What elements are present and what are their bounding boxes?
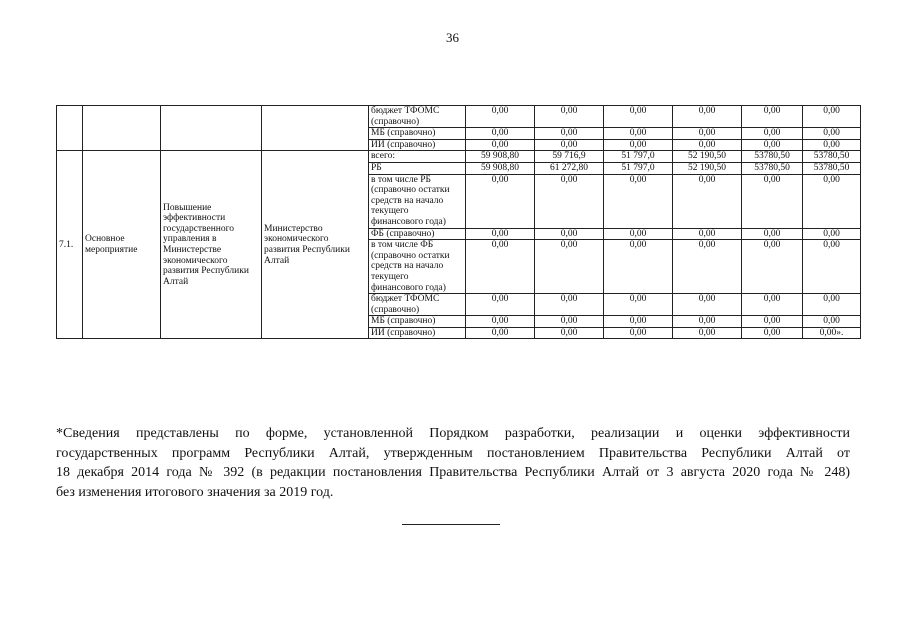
value-cell: 0,00: [466, 294, 535, 316]
funding-source-cell: бюджет ТФОМС (справочно): [369, 294, 466, 316]
funding-source-cell: ИИ (справочно): [369, 327, 466, 339]
value-cell: 52 190,50: [673, 151, 742, 163]
value-cell: 0,00: [673, 327, 742, 339]
value-cell: 0,00: [803, 128, 861, 140]
footnote-line: без изменения итогового значения за 2019 год.: [56, 484, 334, 500]
funding-source-cell: всего:: [369, 151, 466, 163]
funding-source-cell: МБ (справочно): [369, 316, 466, 328]
value-cell: 0,00: [535, 327, 604, 339]
end-rule: [402, 524, 500, 525]
value-cell: 59 908,80: [466, 162, 535, 174]
value-cell: 0,00: [604, 228, 673, 240]
value-cell: 0,00: [742, 128, 803, 140]
value-cell: 0,00: [742, 327, 803, 339]
value-cell: 0,00: [673, 174, 742, 228]
funding-source-cell: ИИ (справочно): [369, 139, 466, 151]
value-cell: 0,00: [535, 316, 604, 328]
continuation-code-cell: [57, 106, 83, 151]
funding-source-cell: бюджет ТФОМС (справочно): [369, 106, 466, 128]
value-cell: 0,00: [742, 316, 803, 328]
table-row: [57, 106, 861, 128]
value-cell: 0,00: [535, 240, 604, 294]
value-cell: 0,00: [535, 228, 604, 240]
value-cell: 53780,50: [803, 162, 861, 174]
funding-source-cell: РБ: [369, 162, 466, 174]
value-cell: 59 908,80: [466, 151, 535, 163]
value-cell: 0,00: [466, 174, 535, 228]
item-code-cell: 7.1.: [57, 151, 83, 339]
continuation-type-cell: [83, 106, 161, 151]
value-cell: 0,00: [466, 327, 535, 339]
value-cell: 0,00: [604, 240, 673, 294]
funding-source-cell: МБ (справочно): [369, 128, 466, 140]
value-cell: 0,00: [742, 106, 803, 128]
value-cell: 0,00: [673, 139, 742, 151]
item-executor-cell: Министерство экономического развития Республики Алтай: [262, 151, 369, 339]
value-cell: 0,00: [673, 228, 742, 240]
continuation-executor-cell: [262, 106, 369, 151]
value-cell: 53780,50: [742, 162, 803, 174]
value-cell: 0,00: [673, 106, 742, 128]
value-cell: 0,00: [742, 240, 803, 294]
value-cell: 52 190,50: [673, 162, 742, 174]
value-cell: 0,00: [466, 316, 535, 328]
value-cell: 53780,50: [742, 151, 803, 163]
value-cell: 0,00: [803, 240, 861, 294]
value-cell: 0,00: [604, 139, 673, 151]
table-body: [57, 106, 861, 339]
value-cell: 53780,50: [803, 151, 861, 163]
item-type-cell: Основное мероприятие: [83, 151, 161, 339]
table-row: [57, 151, 861, 163]
value-cell: 0,00: [742, 228, 803, 240]
value-cell: 0,00: [466, 139, 535, 151]
value-cell: 0,00: [604, 327, 673, 339]
value-cell: 0,00: [604, 128, 673, 140]
funding-source-cell: ФБ (справочно): [369, 228, 466, 240]
funding-source-cell: в том числе РБ (справочно остатки средств на начало текущего финансового года): [369, 174, 466, 228]
value-cell: 0,00: [803, 316, 861, 328]
value-cell: 0,00: [673, 240, 742, 294]
value-cell: 0,00: [604, 106, 673, 128]
value-cell: 0,00: [673, 316, 742, 328]
value-cell: 0,00: [803, 106, 861, 128]
value-cell: 0,00: [535, 106, 604, 128]
footnote-line: *Сведения представлены по форме, установленной Порядком разработки, реализации и оценки эффективности: [56, 426, 850, 441]
continuation-name-cell: [161, 106, 262, 151]
value-cell: 0,00: [673, 128, 742, 140]
funding-source-cell: в том числе ФБ (справочно остатки средств на начало текущего финансового года): [369, 240, 466, 294]
value-cell: 0,00: [535, 294, 604, 316]
value-cell: 0,00: [466, 106, 535, 128]
value-cell: 0,00: [466, 240, 535, 294]
value-cell: 0,00: [604, 174, 673, 228]
value-cell: 51 797,0: [604, 151, 673, 163]
value-cell: 0,00: [742, 174, 803, 228]
footnote: [56, 424, 850, 502]
value-cell: 0,00: [466, 128, 535, 140]
item-name-cell: Повышение эффективности государственного управления в Министерстве экономического развития Республики Алтай: [161, 151, 262, 339]
value-cell: 51 797,0: [604, 162, 673, 174]
value-cell: 0,00: [673, 294, 742, 316]
value-cell: 0,00: [535, 139, 604, 151]
value-cell: 0,00: [604, 294, 673, 316]
value-cell: 0,00: [803, 228, 861, 240]
value-cell: 0,00: [803, 294, 861, 316]
value-cell: 0,00: [604, 316, 673, 328]
page-number: 36: [446, 30, 459, 45]
value-cell: 0,00: [466, 228, 535, 240]
value-cell: 0,00: [742, 294, 803, 316]
footnote-line: государственных программ Республики Алтай, утвержденным постановлением Правительства Республики Алтай от: [56, 445, 850, 461]
value-cell: 0,00: [803, 139, 861, 151]
value-cell: 0,00: [535, 128, 604, 140]
value-cell: 0,00: [535, 174, 604, 228]
value-cell: 0,00».: [803, 327, 861, 339]
value-cell: 0,00: [803, 174, 861, 228]
footnote-line: 18 декабря 2014 года № 392 (в редакции постановления Правительства Республики Алтай от 3 августа 2020 года № 248): [56, 465, 850, 480]
value-cell: 0,00: [742, 139, 803, 151]
value-cell: 61 272,80: [535, 162, 604, 174]
budget-table: [56, 105, 861, 339]
value-cell: 59 716,9: [535, 151, 604, 163]
